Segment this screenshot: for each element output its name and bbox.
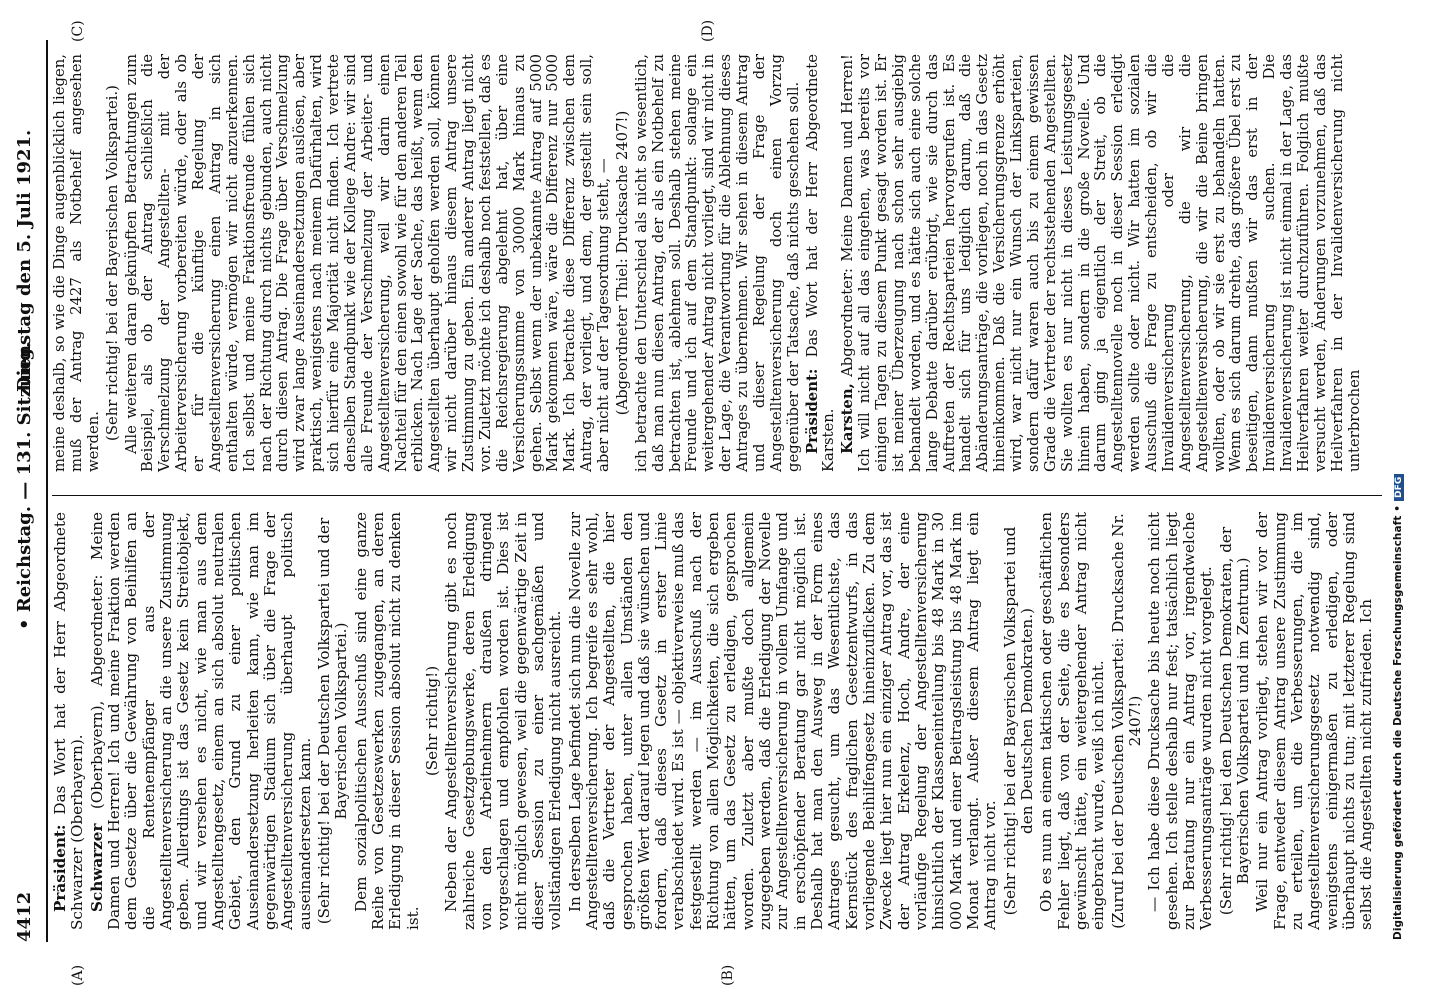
paragraph-text: Alle weiteren daran geknüpften Betrachtungen zum Beispiel, als ob der Antrag schließlich die Verschmelzung der Angestellten- mit der Arbeiterversicherung vorbereiten würde, oder als ob er für die künftige Regelung der Angestelltenversicherung einen Antrag in sich enthalten würde, vermögen wir nicht anzuerkennen. Ich selbst und meine Fraktionsfreunde fühlen sich nach der Richtung durch nichts gebunden, auch nicht durch diesen Antrag. Die Frage über Verschmelzung wird zwar lange Auseinandersetzungen auslösen, aber praktisch, wenigstens nach meinem Dafürhalten, wird sich hierfür eine Majorität nicht finden. Ich vertrete denselben Standpunkt wie der Kollege Andre: wir sind alle Freunde der Verschmelzung der Arbeiter- und Angestelltenversicherung, weil wir darin einen Nachteil für den einen sowohl wie für den anderen Teil erblicken. Nach Lage der Sache, das heißt, wenn den Angestellten überhaupt geholfen werden soll, können wir nicht darüber hinaus diesem Antrag unsere Zustimmung zu geben. Ein anderer Antrag liegt nicht vor. Zuletzt möchte ich deshalb noch feststellen, daß es die Reichsregierung abgelehnt hat, über eine Versicherungssumme von 30000 Mark hinaus zu gehen. Selbst wenn der unbekannte Antrag auf 5000 Mark gekommen wäre, wäre die Differenz nur 5000 Mark. Ich betrachte diese Differenz zwischen dem Antrag, der vorliegt, und dem, der gestellt sein soll, aber nicht auf der Tagesordnung steht, — (122, 54, 612, 472)
paragraph (1254, 512, 1375, 930)
paragraph (567, 512, 1000, 930)
paragraph-text: Das Wort hat der Herr Abgeordnete Schwarzer (Oberbayern). (51, 512, 87, 930)
paragraph-text: meine deshalb, so wie die Dinge augenblicklich liegen, muß der Antrag 2427 als Notbehelf angesehen werden. (51, 54, 102, 472)
speaker-name: Präsident: (803, 368, 821, 454)
paragraph (634, 54, 803, 472)
paragraph-text: Abgeordneter: Meine Damen und Herren! Ich will nicht auf all das eingehen, was bereits vor einigen Tagen zu diesem Punkt gesagt worden ist. Er ist meiner Überzeugung nach schon sehr ausgiebig behandelt worden, und es hätte sich auch eine solche lange Debatte darüber erübrigt, wie sie durch das Auftreten der Rechtsparteien hervorgerufen ist. Es handelt sich für uns lediglich darum, daß die Abänderungsanträge, die vorliegen, noch in das Gesetz hineinkommen. Daß die Versicherungsgrenze erhöht wird, war nicht nur ein Wunsch der Linksparteien, sondern dafür waren auch bis zu einem gewissen Grade die Vertreter der rechtsstehenden Angestellten. Sie wollten es nur nicht in dieses Leistungsgesetz hinein haben, sondern in die große Novelle. Und darum ging ja eigentlich der Streit, ob die Angestelltennovelle noch in dieser Session erledigt werden sollte oder nicht. Wir hatten im sozialen Ausschuß die Frage zu entscheiden, ob wir die Invalidenversicherung oder die Angestelltenversicherung, die wir die Angestelltenversicherung, die wir die Beine bringen wollten, oder ob wir sie erst zu behandeln hatten. Wenn es sich darum drehte, das größere Übel erst zu beseitigen, dann mußten wir das erst in der Invalidenversicherung suchen. Die Invalidenversicherung ist nicht einmal in der Lage, das Heilverfahren weiter durchzuführen. Folglich mußte versucht werden, Änderungen vorzunehmen, daß das Heilverfahren in der Invalidenversicherung nicht unterbrochen (839, 54, 1363, 472)
paragraph-text: (Sehr richtig! bei der Deutschen Volkspartei und der Bayerischen Volkspartei.) (314, 517, 351, 925)
paragraph (615, 54, 632, 472)
speaker-name: Präsident: (51, 824, 69, 912)
paragraph (105, 54, 122, 472)
paragraph (124, 54, 613, 472)
paragraph (1002, 512, 1037, 930)
paragraph (424, 512, 441, 930)
paragraph (1110, 512, 1145, 930)
paragraph (52, 512, 87, 930)
paragraph (840, 54, 1363, 472)
paragraph-text: Das Wort hat der Herr Abgeordnete Karsten. (803, 54, 838, 472)
paragraph-text: Dem sozialpolitischen Ausschuß sind eine ganze Reihe von Gesetzeswerken zugegangen, an deren Erledigung in dieser Session absolut nicht zu denken ist. (351, 512, 422, 930)
paragraph-text: (Sehr richtig!) (422, 665, 441, 777)
margin-marker-b: (B) (720, 964, 736, 986)
paragraph-text: (Zuruf bei der Deutschen Volkspartei: Drucksache Nr. 2407!) (1108, 513, 1145, 929)
dfg-logo: DFG (1394, 474, 1404, 501)
paragraph-text: (Abgeordneter Thiel: Drucksache 2407!) (613, 110, 631, 416)
session-date: Dienstag den 5. Juli 1921. (14, 129, 35, 392)
paragraph (52, 54, 103, 472)
paragraph (1146, 512, 1215, 930)
column-divider (52, 495, 1382, 496)
left-text-column (52, 512, 1378, 930)
paragraph (1038, 512, 1107, 930)
credit-text: Digitalisierung gefördert durch die Deutsche Forschungsgemeinschaft • (1392, 504, 1404, 940)
paragraph-text: (Sehr richtig! bei den Deutschen Demokraten, der Bayerischen Volkspartei und im Zentrum.) (1216, 526, 1252, 916)
paragraph-text: Neben der Angestelltenversicherung gibt es noch zahlreiche Gesetzgebungswerke, deren Erledigung von den Arbeitnehmern draußen dringend vorgeschlagen und empfohlen worden ist. Dies ist nicht möglich gewesen, weil die gegenwärtige Zeit in dieser Session zu einer sachgemäßen und vollständigen Erledigung nicht ausreicht. (442, 512, 565, 930)
page-header (8, 40, 48, 942)
paragraph-text: ich betrachte den Unterschied als nicht so wesentlich, daß man nun diesen Antrag, der als ein Notbehelf zu betrachten ist, ablehnen soll. Deshalb stehen meine Freunde und ich auf dem Standpunkt: solange ein weitergehender Antrag nicht vorliegt, sind wir nicht in der Lage, die Verantwortung für die Ablehnung dieses Antrages zu übernehmen. Wir sehen in diesem Antrag und dieser Regelung der Frage der Angestelltenversicherung doch einen Vorzug gegenüber der Tatsache, daß nichts geschehen soll. (632, 54, 802, 472)
paragraph (443, 512, 564, 930)
margin-marker-d: (D) (700, 19, 716, 42)
session-title: • Reichstag. — 131. Sitzung. (14, 341, 35, 630)
right-text-column (52, 54, 1365, 472)
margin-marker-c: (C) (70, 20, 86, 42)
paragraph (1218, 512, 1253, 930)
paragraph (316, 512, 351, 930)
paragraph (89, 512, 314, 930)
margin-marker-a: (A) (70, 964, 86, 986)
speaker-name: Karsten, (839, 383, 857, 454)
paragraph (805, 54, 839, 472)
paragraph-text: Weil nur ein Antrag vorliegt, stehen wir vor der Frage, entweder diesem Antrag unsere Zustimmung zu erteilen, um die Verbesserungen, die im Angestelltenversicherungsgesetz notwendig sind, wenigstens einigermaßen zu erledigen, oder überhaupt nichts zu tun; mit letzterer Regelung sind selbst die Angestellten nicht zufrieden. Ich (1253, 512, 1376, 930)
paragraph-text: (Oberbayern), Abgeordneter: Meine Damen und Herren! Ich und meine Fraktion werden dem Gesetze über die Gewährung von Beihilfen an die Rentenempfänger aus der Angestelltenversicherung an die unsere Zustimmung geben. Allerdings ist das Gesetz kein Streitobjekt, und wir versehen es nicht, wie man aus dem Angestelltengesetz, einem an sich absolut neutralen Gebiet, den Grund zu einer politischen Auseinandersetzung herleiten kann, wie man im gegenwärtigen Stadium sich über die Frage der Angestelltenversicherung überhaupt politisch auseinandersetzen kann. (87, 512, 314, 930)
paragraph-text: In derselben Lage befindet sich nun die Novelle zur Angestelltenversicherung. Ich begreife es sehr wohl, daß die Vertreter der Angestellten, die hier gesprochen haben, unter allen Umständen den größten Wert darauf legen und daß sie wünschen und fordern, daß dieses Gesetz in erster Linie verabschiedet wird. Es ist — objektiverweise muß das festgestellt werden — im Ausschuß nach der Richtung von allen Möglichkeiten, die sich ergeben hätten, um das Gesetz zu erledigen, gesprochen worden. Zuletzt aber mußte doch allgemein zugegeben werden, daß die Erledigung der Novelle zur Angestelltenversicherung in vollem Umfange und in erschöpfender Beratung gar nicht möglich ist. Deshalb hat man den Ausweg in der Form eines Antrages gesucht, um das Wesentlichste, das Kernstück des fraglichen Gesetzentwurfs, in das vorliegende Beihilfengesetz hineinzuflicken. Zu dem Zwecke liegt hier nun ein einziger Antrag vor, das ist der Antrag Erkelenz, Hoch, Andre, der eine vorläufige Regelung der Angestelltenversicherung hinsichtlich der Klasseneinteilung bis 48 Mark in 30 000 Mark und einer Beitragsleistung bis 48 Mark im Monat verlangt. Außer diesem Antrag liegt ein Antrag nicht vor. (565, 512, 1000, 930)
paragraph-text: Ob es nun an einem taktischen oder geschäftlichen Fehler liegt, daß von der Seite, die es besonders gewünscht hätte, ein weitergehender Antrag nicht eingebracht wurde, weiß ich nicht. (1037, 512, 1108, 930)
page-number: 4412 (14, 891, 35, 942)
digitization-credit (1392, 40, 1404, 940)
paragraph (353, 512, 422, 930)
speaker-name: Schwarzer (87, 823, 106, 912)
paragraph-text: (Sehr richtig! bei der Bayerischen Volkspartei.) (103, 85, 121, 441)
paragraph-text: (Sehr richtig! bei der Bayerischen Volkspartei und den Deutschen Demokraten.) (1000, 526, 1037, 916)
paragraph-text: — Ich habe diese Drucksache bis heute noch nicht gesehen. Ich stelle deshalb nur fest; tatsächlich liegt zur Beratung nur ein Antrag vor, irgendwelche Verbesserungsanträge wurden nicht vorgelegt. (1145, 512, 1216, 930)
